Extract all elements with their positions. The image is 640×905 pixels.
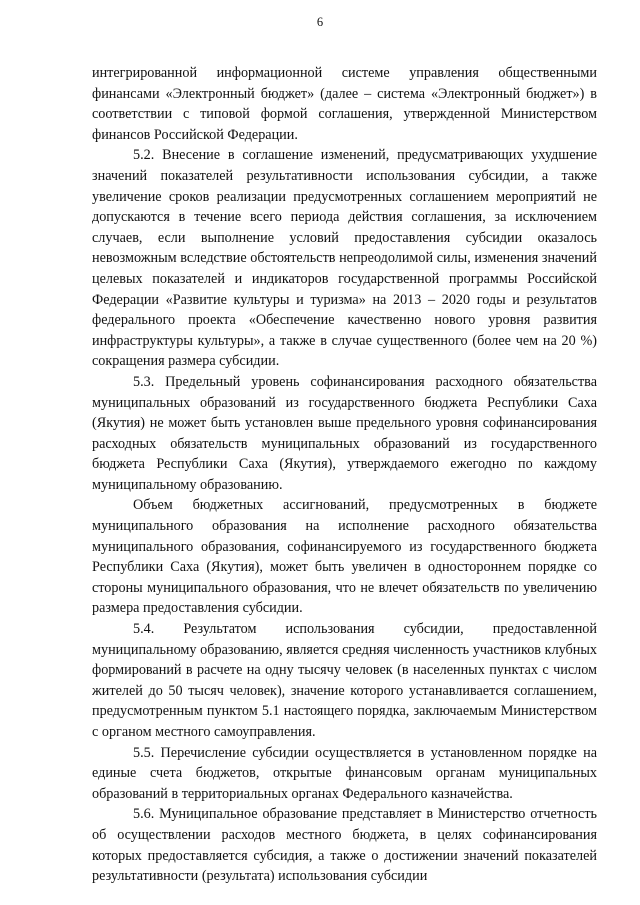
paragraph-5-6: 5.6. Муниципальное образование представляет в Министерство отчетность об осуществлении расходов местного бюджета, в целях софинансирования которых предоставляется субсидия, а также о достижении значений показателей результативности (результата) использования субсидии bbox=[92, 806, 597, 885]
page-number: 6 bbox=[316, 15, 324, 29]
document-body bbox=[92, 63, 597, 887]
paragraph-5-4: 5.4. Результатом использования субсидии, предоставленной муниципальному образованию, является средняя численность участников клубных формирований в расчете на одну тысячу человек (в населенных пунктах с числом жителей до 50 тысяч человек), значение которого устанавливается соглашением, предусмотренным пунктом 5.1 настоящего порядка, заключаемым Министерством с органом местного самоуправления. bbox=[92, 621, 597, 740]
paragraph-continuation: интегрированной информационной системе управления общественными финансами «Электронный бюджет» (далее – система «Электронный бюджет») в соответствии с типовой формой соглашения, утвержденной Министерством финансов Российской Федерации. bbox=[92, 65, 597, 143]
paragraph-5-5: 5.5. Перечисление субсидии осуществляется в установленном порядке на единые счета бюджетов, открытые финансовым органам муниципальных образований в территориальных органах Федерального казначейства. bbox=[92, 744, 597, 802]
paragraph-budget-allocations: Объем бюджетных ассигнований, предусмотренных в бюджете муниципального образования на исполнение расходного обязательства муниципального образования, софинансируемого из государственного бюджета Республики Саха (Якутия), может быть увеличен в одностороннем порядке со стороны муниципального образования, что не влечет обязательств по увеличению размера предоставления субсидии. bbox=[92, 497, 597, 617]
paragraph-5-2: 5.2. Внесение в соглашение изменений, предусматривающих ухудшение значений показателей результативности использования субсидии, а также увеличение сроков реализации предусмотренных соглашением мероприятий не допускаются в течение всего периода действия соглашения, за исключением случаев, если выполнение условий предоставления субсидии оказалось невозможным вследствие обстоятельств непреодолимой силы, изменения значений целевых показателей и индикаторов государственной программы Российской Федерации «Развитие культуры и туризма» на 2013 – 2020 годы и результатов федерального проекта «Обеспечение качественно нового уровня развития инфраструктуры культуры», а также в случае существенного (более чем на 20 %) сокращения размера субсидии. bbox=[92, 147, 597, 370]
paragraph-5-3: 5.3. Предельный уровень софинансирования расходного обязательства муниципальных образований из государственного бюджета Республики Саха (Якутия) не может быть установлен выше предельного уровня софинансирования расходных обязательств муниципальных образований из государственного бюджета Республики Саха (Якутия), утверждаемого ежегодно по каждому муниципальному образованию. bbox=[92, 373, 597, 493]
